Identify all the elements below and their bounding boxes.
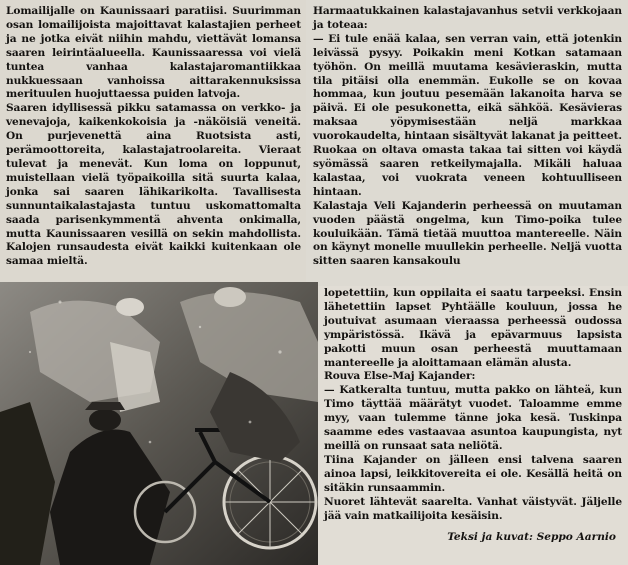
article-column-2 — [306, 0, 628, 286]
bicycle-riders-photo — [0, 282, 318, 565]
byline: Teksi ja kuvat: Seppo Aarnio — [447, 531, 616, 544]
article-column-1 — [0, 0, 306, 282]
column-1-text: Lomailijalle on Kaunissaari paratiisi. Suurimman osan lomailijoista majoittavat kalastajien perheet ja ne jotka eivät niihin mahdu, viettävät lomansa saaren leirintäalueella. Kaunissaaressa voi vielä tuntea vanhaa kalastajaromantiikkaa nukkuessaan vanhoissa aittarakennuksissa merituulen huojuttaessa puiden latvoja. Saaren idyllisessä pikku satamassa on verkko- ja venevajoja, kaikenkokoisia ja -näköisiä veneitä. On purjevenettä aina Ruotsista asti, perämoottoreita, kalastajatroolareita. Vieraat tulevat ja menevät. Kun loma on loppunut, muistellaan vielä työpaikoilla sitä suurta kalaa, jonka sai saaren lähikarikolta. Tavallisesta sunnuntaikalastajasta tuntuu uskomattomalta saada parisenkymmentä ahventa onkimalla, mutta Kaunissaaren vesillä on sekin mahdollista. Kalojen runsaudesta eivät kaikki kuitenkaan ole samaa mieltä. — [6, 5, 301, 268]
column-3-text: lopetettiin, kun oppilaita ei saatu tarpeeksi. Ensin lähetettiin lapset Pyhtäälle kouluun, jossa he joutuivat asumaan vieraassa perheessä oudossa ympäristössä. Ikävä ja epävarmuus lapsista pakotti muun osan perheestä muuttamaan mantereelle ja aloittamaan elämän alusta. Rouva Else-Maj Kajander: — Katkeralta tuntuu, mutta pakko on lähteä, kun Timo täyttää määrätyt vuodet. Taloamme emme myy, vaan tulemme tänne joka kesä. Tuskinpa saamme edes vastaavaa asuntoa kaupungista, nyt meillä on runsaat sata neliötä. Tiina Kajander on jälleen ensi talvena saaren ainoa lapsi, leikkitovereita ei ole. Kesällä heitä on sitäkin runsaammin. Nuoret lähtevät saarelta. Vanhat väistyvät. Jäljelle jää vain matkailijoita kesäisin. — [324, 287, 622, 522]
column-2-text: Harmaatukkainen kalastajavanhus setvii verkkojaan ja toteaa: — Ei tule enää kalaa, sen verran vain, että jotenkin leivässä pysyy. Poikakin meni Kotkan satamaan työhön. On meillä muutama kesävieraskin, mutta tila pitäisi olla enemmän. Eukolle se on kovaa hommaa, kun joutuu pesemään lakanoita harva se päivä. Ei ole pesukonetta, eikä sähköä. Kesävieras maksaa yöpymisestään neljä markkaa vuorokaudelta, hintaan sisältyvät lakanat ja peitteet. Ruokaa on oltava omasta takaa tai sitten voi käydä syömässä saaren retkeilymajalla. Mikäli haluaa kalastaa, voi vuokrata veneen kohtuulliseen hintaan. Kalastaja Veli Kajanderin perheessä on muutaman vuoden päästä ongelma, kun Timo-poika tulee kouluikään. Tämä tietää muuttoa mantereelle. Näin on käynyt monelle muullekin perheelle. Neljä vuotta sitten saaren kansakoulu — [313, 5, 622, 268]
article-column-3 — [318, 286, 628, 565]
article-photo — [0, 282, 318, 565]
